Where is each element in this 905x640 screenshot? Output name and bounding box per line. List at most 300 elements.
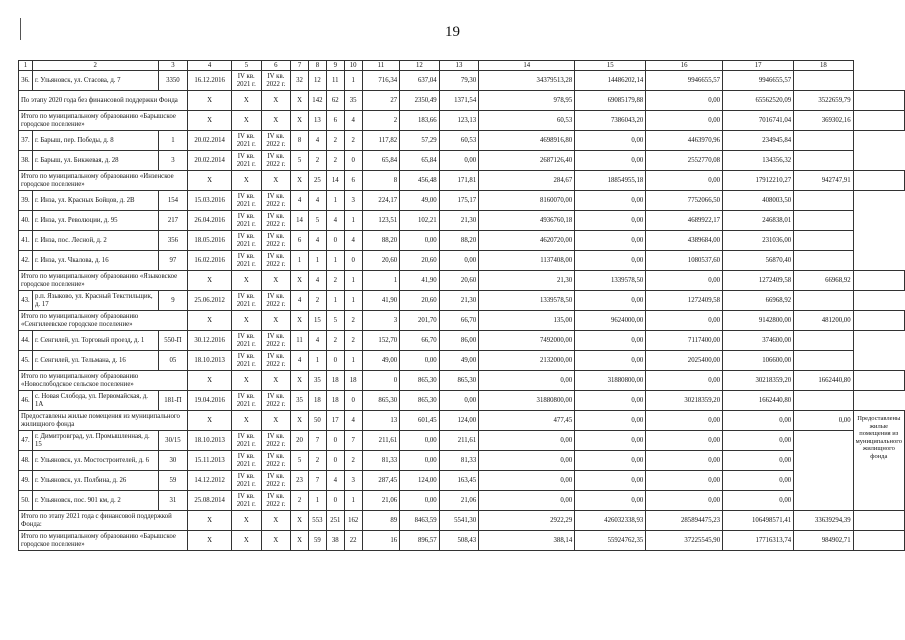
value-cell: 123,13 [439, 111, 479, 131]
row-number: 47. [19, 431, 33, 451]
value-cell: 0,00 [723, 431, 794, 451]
value-cell: 4689922,17 [646, 211, 723, 231]
value-cell: 388,14 [479, 531, 575, 551]
housing-table [18, 60, 905, 551]
value-cell: 2922,29 [479, 511, 575, 531]
value-cell: 2 [308, 451, 326, 471]
value-cell: 0,00 [723, 411, 794, 431]
value-cell: 0,00 [439, 251, 479, 271]
value-cell: 12 [308, 71, 326, 91]
value-cell: X [188, 111, 232, 131]
value-cell: IV кв. 2022 г. [261, 231, 291, 251]
row-number: 42. [19, 251, 33, 271]
value-cell: 9946655,57 [646, 71, 723, 91]
value-cell: 2 [344, 331, 362, 351]
value-cell: 0,00 [400, 431, 440, 451]
address-cell: г. Димитровград, ул. Промышленная, д. 15 [32, 431, 158, 451]
value-cell: 62 [326, 91, 344, 111]
value-cell: 1 [308, 351, 326, 371]
value-cell: X [291, 311, 309, 331]
value-cell: 35 [291, 391, 309, 411]
value-cell: 9 [158, 291, 188, 311]
empty-cell [794, 211, 853, 231]
value-cell: 1272409,58 [646, 291, 723, 311]
value-cell: 4 [344, 231, 362, 251]
value-cell: 2 [291, 491, 309, 511]
value-cell: 20,60 [400, 291, 440, 311]
value-cell: 5 [291, 151, 309, 171]
address-cell: г. Сенгилей, ул. Торговый проезд, д. 1 [32, 331, 158, 351]
value-cell: 66968,92 [723, 291, 794, 311]
value-cell: 13 [308, 111, 326, 131]
value-cell: IV кв. 2022 г. [261, 491, 291, 511]
value-cell: 4 [308, 191, 326, 211]
value-cell: 0,00 [479, 471, 575, 491]
value-cell: X [231, 371, 261, 391]
value-cell: 3 [344, 471, 362, 491]
value-cell: X [231, 531, 261, 551]
value-cell: 50 [308, 411, 326, 431]
value-cell: 246838,01 [723, 211, 794, 231]
value-cell: 550-П [158, 331, 188, 351]
value-cell: 0,00 [646, 411, 723, 431]
value-cell: 123,51 [362, 211, 400, 231]
value-cell: IV кв. 2021 г. [231, 251, 261, 271]
row-number: 40. [19, 211, 33, 231]
value-cell: 978,95 [479, 91, 575, 111]
value-cell: 3350 [158, 71, 188, 91]
value-cell: 5 [326, 311, 344, 331]
value-cell: 4 [308, 271, 326, 291]
value-cell: 251 [326, 511, 344, 531]
value-cell: 716,34 [362, 71, 400, 91]
value-cell: X [291, 111, 309, 131]
value-cell: 1 [326, 291, 344, 311]
value-cell: 9142800,00 [723, 311, 794, 331]
value-cell: X [291, 271, 309, 291]
empty-cell [853, 531, 904, 551]
value-cell: 49,00 [362, 351, 400, 371]
value-cell: 0 [326, 451, 344, 471]
column-number: 15 [575, 61, 646, 71]
value-cell: 865,30 [400, 391, 440, 411]
header-row [19, 61, 905, 71]
value-cell: 97 [158, 251, 188, 271]
value-cell: 224,17 [362, 191, 400, 211]
value-cell: X [291, 371, 309, 391]
value-cell: 30 [158, 451, 188, 471]
address-cell: с. Новая Слобода, ул. Первомайская, д. 1А [32, 391, 158, 411]
empty-cell [853, 511, 904, 531]
empty-cell [794, 291, 853, 311]
column-number: 1 [19, 61, 33, 71]
value-cell: 0,00 [439, 391, 479, 411]
value-cell: 0,00 [575, 251, 646, 271]
value-cell: 865,30 [362, 391, 400, 411]
value-cell: 1 [344, 211, 362, 231]
table-row [19, 191, 905, 211]
value-cell: 9946655,57 [723, 71, 794, 91]
value-cell: 60,53 [479, 111, 575, 131]
empty-cell [853, 171, 904, 191]
value-cell: 2 [344, 451, 362, 471]
value-cell: 106498571,41 [723, 511, 794, 531]
value-cell: 217 [158, 211, 188, 231]
value-cell: 18 [326, 391, 344, 411]
value-cell: IV кв. 2022 г. [261, 151, 291, 171]
value-cell: 369302,16 [794, 111, 853, 131]
value-cell: 4 [344, 411, 362, 431]
column-number: 18 [794, 61, 853, 71]
value-cell: 49,00 [439, 351, 479, 371]
value-cell: 0,00 [479, 431, 575, 451]
value-cell: 20.02.2014 [188, 151, 232, 171]
value-cell: 1 [308, 251, 326, 271]
value-cell: X [261, 91, 291, 111]
total-row [19, 271, 905, 291]
table-row [19, 491, 905, 511]
value-cell: X [261, 271, 291, 291]
value-cell: 19.04.2016 [188, 391, 232, 411]
value-cell: 0,00 [575, 451, 646, 471]
value-cell: IV кв. 2022 г. [261, 351, 291, 371]
value-cell: 0,00 [479, 451, 575, 471]
empty-cell [853, 311, 904, 331]
table-row [19, 351, 905, 371]
value-cell: 0,00 [575, 131, 646, 151]
row-number: 44. [19, 331, 33, 351]
value-cell: 18 [308, 391, 326, 411]
value-cell: 285894475,23 [646, 511, 723, 531]
value-cell: 481200,00 [794, 311, 853, 331]
value-cell: 5541,30 [439, 511, 479, 531]
total-label: Итого по этапу 2021 года с финансовой поддержкой Фонда: [19, 511, 188, 531]
row-number: 37. [19, 131, 33, 151]
value-cell: 0,00 [575, 151, 646, 171]
value-cell: 0 [326, 351, 344, 371]
value-cell: 142 [308, 91, 326, 111]
value-cell: 30218359,20 [723, 371, 794, 391]
empty-cell [794, 131, 853, 151]
value-cell: IV кв. 2022 г. [261, 131, 291, 151]
value-cell: 49,00 [400, 191, 440, 211]
value-cell: X [188, 91, 232, 111]
value-cell: 65562520,09 [723, 91, 794, 111]
address-cell: г. Ульяновск, ул. Полбина, д. 26 [32, 471, 158, 491]
value-cell: 69085179,88 [575, 91, 646, 111]
value-cell: 8463,59 [400, 511, 440, 531]
value-cell: 0,00 [479, 371, 575, 391]
value-cell: 2552770,08 [646, 151, 723, 171]
value-cell: 356 [158, 231, 188, 251]
total-label: Предоставлены жилые помещения из муниципального жилищного фонда [19, 411, 188, 431]
value-cell: 4 [291, 351, 309, 371]
value-cell: 4 [308, 331, 326, 351]
value-cell: 2 [362, 111, 400, 131]
total-row [19, 91, 905, 111]
value-cell: 0,00 [646, 371, 723, 391]
value-cell: X [261, 111, 291, 131]
value-cell: 20.02.2014 [188, 131, 232, 151]
total-label: Итого по муниципальному образованию «Барышское городское поселение» [19, 531, 188, 551]
value-cell: 14 [326, 171, 344, 191]
empty-cell [794, 231, 853, 251]
value-cell: 37225545,90 [646, 531, 723, 551]
value-cell: 942747,91 [794, 171, 853, 191]
value-cell: 65,84 [362, 151, 400, 171]
column-number: 16 [646, 61, 723, 71]
total-row [19, 171, 905, 191]
margin-mark [20, 18, 21, 40]
value-cell: 0,00 [400, 231, 440, 251]
value-cell: IV кв. 2022 г. [261, 191, 291, 211]
value-cell: 15.03.2016 [188, 191, 232, 211]
total-label: Итого по муниципальному образованию «Новослободское сельское поселение» [19, 371, 188, 391]
value-cell: 0 [326, 491, 344, 511]
value-cell: 4 [326, 211, 344, 231]
value-cell: 89 [362, 511, 400, 531]
value-cell: 2 [344, 311, 362, 331]
value-cell: 1272409,58 [723, 271, 794, 291]
table-row [19, 391, 905, 411]
value-cell: 1 [291, 251, 309, 271]
value-cell: 6 [344, 171, 362, 191]
value-cell: 41,90 [362, 291, 400, 311]
value-cell: 106600,00 [723, 351, 794, 371]
value-cell: IV кв. 2021 г. [231, 231, 261, 251]
value-cell: 0,00 [479, 491, 575, 511]
value-cell: 18.10.2013 [188, 431, 232, 451]
address-cell: р.п. Языково, ул. Красный Текстильщик, д. 17 [32, 291, 158, 311]
value-cell: 0 [326, 231, 344, 251]
value-cell: 0,00 [400, 451, 440, 471]
value-cell: 0,00 [400, 351, 440, 371]
value-cell: 66,70 [439, 311, 479, 331]
value-cell: 374600,00 [723, 331, 794, 351]
value-cell: 59 [158, 471, 188, 491]
value-cell: 7386043,20 [575, 111, 646, 131]
value-cell: 284,67 [479, 171, 575, 191]
value-cell: 1 [308, 491, 326, 511]
value-cell: IV кв. 2022 г. [261, 451, 291, 471]
value-cell: 7 [344, 431, 362, 451]
value-cell: 0,00 [575, 191, 646, 211]
value-cell: 13 [362, 411, 400, 431]
value-cell: 15 [308, 311, 326, 331]
value-cell: 31880800,00 [479, 391, 575, 411]
value-cell: 0,00 [575, 471, 646, 491]
value-cell: 88,20 [362, 231, 400, 251]
value-cell: 0 [344, 391, 362, 411]
value-cell: X [188, 411, 232, 431]
value-cell: 181-П [158, 391, 188, 411]
value-cell: 0,00 [575, 351, 646, 371]
value-cell: 81,33 [439, 451, 479, 471]
value-cell: 426032338,93 [575, 511, 646, 531]
table-row [19, 471, 905, 491]
address-cell: г. Барыш, пер. Победы, д. 8 [32, 131, 158, 151]
value-cell: X [231, 311, 261, 331]
address-cell: г. Ульяновск, ул. Стасова, д. 7 [32, 71, 158, 91]
empty-cell [794, 71, 853, 91]
value-cell: X [291, 511, 309, 531]
empty-cell [794, 331, 853, 351]
value-cell: 32 [291, 71, 309, 91]
value-cell: 135,00 [479, 311, 575, 331]
value-cell: X [261, 531, 291, 551]
remark-cell: Предоставлены жилые помещения из муниципального жилищного фонда [853, 411, 904, 511]
value-cell: 25.06.2012 [188, 291, 232, 311]
column-number: 12 [400, 61, 440, 71]
value-cell: 17912210,27 [723, 171, 794, 191]
value-cell: X [261, 371, 291, 391]
value-cell: IV кв. 2022 г. [261, 391, 291, 411]
value-cell: 4698916,80 [479, 131, 575, 151]
value-cell: 0,00 [575, 211, 646, 231]
value-cell: 0 [362, 371, 400, 391]
value-cell: 0,00 [646, 471, 723, 491]
value-cell: 0,00 [575, 291, 646, 311]
value-cell: 163,45 [439, 471, 479, 491]
value-cell: 4 [308, 131, 326, 151]
value-cell: 601,45 [400, 411, 440, 431]
value-cell: X [188, 371, 232, 391]
value-cell: 0,00 [575, 391, 646, 411]
value-cell: 1 [362, 271, 400, 291]
value-cell: IV кв. 2021 г. [231, 71, 261, 91]
value-cell: 4936760,18 [479, 211, 575, 231]
value-cell: 05 [158, 351, 188, 371]
value-cell: 1 [326, 191, 344, 211]
value-cell: 35 [308, 371, 326, 391]
value-cell: 7 [308, 431, 326, 451]
value-cell: 21,30 [479, 271, 575, 291]
table-row [19, 291, 905, 311]
value-cell: 25.08.2014 [188, 491, 232, 511]
value-cell: 287,45 [362, 471, 400, 491]
value-cell: 17 [326, 411, 344, 431]
table-row [19, 251, 905, 271]
value-cell: 38 [326, 531, 344, 551]
value-cell: IV кв. 2022 г. [261, 71, 291, 91]
value-cell: 20,60 [362, 251, 400, 271]
value-cell: 4 [344, 111, 362, 131]
value-cell: 14 [291, 211, 309, 231]
value-cell: 0,00 [575, 491, 646, 511]
table-row [19, 431, 905, 451]
value-cell: IV кв. 2022 г. [261, 251, 291, 271]
value-cell: 9624000,00 [575, 311, 646, 331]
value-cell: 2025400,00 [646, 351, 723, 371]
value-cell: IV кв. 2021 г. [231, 471, 261, 491]
value-cell: 25 [308, 171, 326, 191]
value-cell: 124,00 [400, 471, 440, 491]
value-cell: 865,30 [439, 371, 479, 391]
column-number: 6 [261, 61, 291, 71]
value-cell: 1 [344, 351, 362, 371]
value-cell: X [188, 171, 232, 191]
value-cell: 4 [291, 291, 309, 311]
value-cell: IV кв. 2021 г. [231, 491, 261, 511]
value-cell: 2132000,00 [479, 351, 575, 371]
value-cell: 102,21 [400, 211, 440, 231]
value-cell: 984902,71 [794, 531, 853, 551]
value-cell: 79,30 [439, 71, 479, 91]
value-cell: 23 [291, 471, 309, 491]
row-number: 39. [19, 191, 33, 211]
value-cell: 81,33 [362, 451, 400, 471]
value-cell: 0,00 [646, 271, 723, 291]
value-cell: 211,61 [362, 431, 400, 451]
value-cell: 1 [326, 251, 344, 271]
total-row [19, 371, 905, 391]
value-cell: 865,30 [400, 371, 440, 391]
value-cell: 4 [308, 231, 326, 251]
value-cell: 5 [308, 211, 326, 231]
value-cell: 41,90 [400, 271, 440, 291]
empty-cell [853, 111, 904, 131]
address-cell: г. Ульяновск, пос. 901 км, д. 2 [32, 491, 158, 511]
row-number: 50. [19, 491, 33, 511]
value-cell: 16.12.2016 [188, 71, 232, 91]
value-cell: 1 [344, 271, 362, 291]
value-cell: X [231, 271, 261, 291]
value-cell: 21,30 [439, 211, 479, 231]
value-cell: X [188, 511, 232, 531]
value-cell: 20,60 [400, 251, 440, 271]
row-number: 46. [19, 391, 33, 411]
value-cell: 1 [344, 291, 362, 311]
value-cell: 231036,00 [723, 231, 794, 251]
value-cell: 34379513,28 [479, 71, 575, 91]
value-cell: X [261, 171, 291, 191]
address-cell: г. Инза, ул. Красных Бойцов, д. 2В [32, 191, 158, 211]
value-cell: 16.02.2016 [188, 251, 232, 271]
value-cell: 2687126,40 [479, 151, 575, 171]
value-cell: 21,30 [439, 291, 479, 311]
value-cell: IV кв. 2021 г. [231, 191, 261, 211]
empty-cell [853, 271, 904, 291]
value-cell: IV кв. 2021 г. [231, 291, 261, 311]
value-cell: 66,70 [400, 331, 440, 351]
column-number: 14 [479, 61, 575, 71]
value-cell: IV кв. 2021 г. [231, 391, 261, 411]
table-row [19, 451, 905, 471]
value-cell: 27 [362, 91, 400, 111]
value-cell: 553 [308, 511, 326, 531]
value-cell: IV кв. 2022 г. [261, 291, 291, 311]
value-cell: 0,00 [723, 471, 794, 491]
value-cell: 124,00 [439, 411, 479, 431]
value-cell: IV кв. 2021 г. [231, 451, 261, 471]
value-cell: 7117400,00 [646, 331, 723, 351]
value-cell: X [261, 311, 291, 331]
total-label: Итого по муниципальному образованию «Языковское городское поселение» [19, 271, 188, 291]
table-row [19, 331, 905, 351]
empty-cell [794, 351, 853, 371]
value-cell: 637,04 [400, 71, 440, 91]
value-cell: X [188, 531, 232, 551]
value-cell: 234945,84 [723, 131, 794, 151]
total-label: Итого по муниципальному образованию «Барышское городское поселение» [19, 111, 188, 131]
value-cell: 0,00 [646, 431, 723, 451]
value-cell: 1 [158, 131, 188, 151]
value-cell: X [231, 91, 261, 111]
value-cell: 4389684,00 [646, 231, 723, 251]
value-cell: 1137408,00 [479, 251, 575, 271]
value-cell: 31 [158, 491, 188, 511]
column-number: 11 [362, 61, 400, 71]
